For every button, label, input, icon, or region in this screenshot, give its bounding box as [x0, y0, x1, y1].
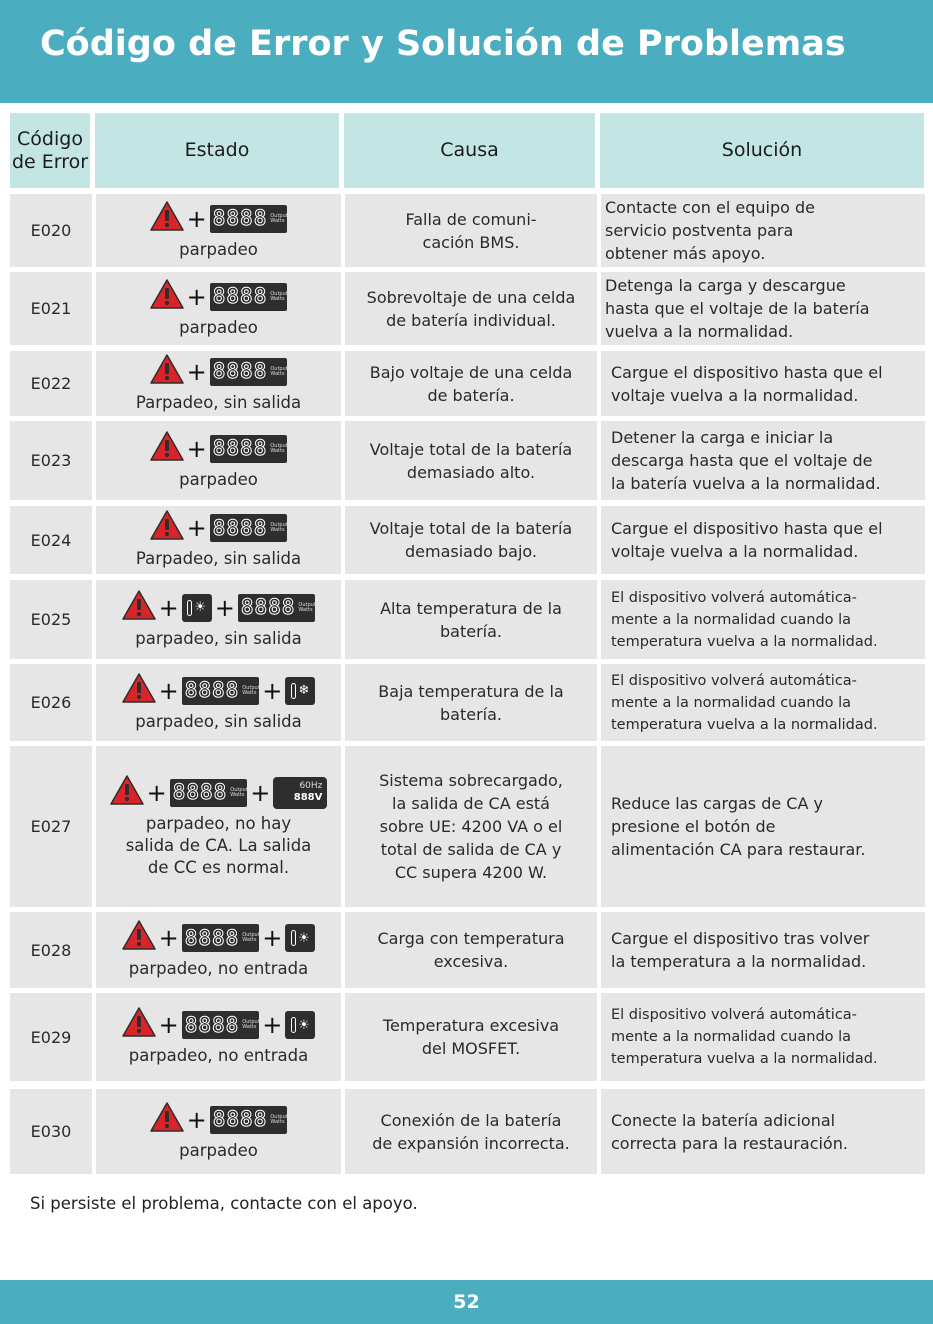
state-icons	[150, 431, 288, 467]
warning-icon	[150, 279, 184, 315]
display-digits: 8888	[212, 359, 268, 383]
ac-frequency-display-icon	[273, 777, 327, 809]
header-cause: Causa	[344, 113, 595, 188]
cause-cell: Falla de comuni- cación BMS.	[345, 194, 597, 267]
display-output-label: Output Watts	[270, 522, 288, 533]
solution-cell: Reduce las cargas de CA y presione el botón de alimentación CA para restaurar.	[601, 746, 925, 907]
high-temperature-icon: ☀	[285, 1011, 315, 1039]
display-output-label: Output Watts	[270, 212, 288, 224]
cause-cell: Sistema sobrecargado, la salida de CA está sobre UE: 4200 VA o el total de salida de CA y CC supera 4200 W.	[345, 746, 597, 907]
header-solution: Solución	[600, 113, 924, 188]
plus-icon: +	[186, 514, 207, 542]
display-output-label: Output Watts	[230, 786, 248, 798]
state-icons	[122, 920, 316, 956]
page-number: 52	[453, 1291, 480, 1313]
cause-cell: Alta temperatura de la batería.	[345, 580, 597, 659]
state-text: parpadeo	[179, 239, 258, 259]
cause-cell: Voltaje total de la batería demasiado alto.	[345, 421, 597, 500]
display-output-label: Output Watts	[270, 365, 288, 377]
display-digits: 8888	[212, 284, 268, 308]
state-text: parpadeo	[179, 469, 258, 489]
output-display-icon	[210, 1106, 288, 1134]
state-cell	[96, 506, 341, 574]
plus-icon: +	[262, 676, 283, 705]
display-digits: 8888	[212, 1107, 268, 1131]
warning-icon	[150, 1102, 184, 1138]
error-code-cell: E028	[10, 912, 92, 988]
state-cell	[96, 272, 341, 345]
state-cell	[96, 1089, 341, 1174]
display-output-label: Output Watts	[270, 290, 288, 302]
header-code: Código de Error	[10, 113, 90, 188]
plus-icon: +	[186, 357, 207, 386]
plus-icon: +	[146, 778, 167, 807]
display-digits: 8888	[184, 1012, 240, 1037]
display-digits: 8888	[212, 515, 268, 540]
state-cell	[96, 351, 341, 416]
warning-icon	[150, 431, 184, 467]
state-text: parpadeo, no entrada	[128, 959, 309, 978]
low-temperature-icon: ❄	[285, 677, 315, 705]
frequency-readout: 60Hz	[299, 781, 323, 791]
solution-cell: Detenga la carga y descargue hasta que el voltaje de la batería vuelva a la normalidad.	[601, 272, 925, 345]
warning-icon	[122, 590, 156, 626]
warning-icon	[110, 775, 144, 811]
state-text: parpadeo, sin salida	[135, 711, 302, 731]
cause-cell: Voltaje total de la batería demasiado bajo.	[345, 506, 597, 574]
warning-icon	[122, 1007, 156, 1043]
page-footer	[0, 1280, 933, 1324]
state-cell	[96, 664, 341, 741]
solution-cell: Cargue el dispositivo hasta que el voltaje vuelva a la normalidad.	[601, 506, 925, 574]
voltage-readout: 888V	[293, 792, 323, 803]
display-digits: 8888	[240, 595, 296, 619]
output-display-icon	[210, 435, 288, 463]
state-text: Parpadeo, sin salida	[135, 549, 302, 568]
state-icons	[122, 590, 316, 626]
plus-icon: +	[158, 676, 179, 705]
plus-icon: +	[186, 282, 207, 311]
display-output-label: Output Watts	[242, 1019, 260, 1030]
cause-cell: Carga con temperatura excesiva.	[345, 912, 597, 988]
state-text: parpadeo, no hay salida de CA. La salida de CC es normal.	[125, 813, 312, 877]
error-code-cell: E027	[10, 746, 92, 907]
error-code-cell: E030	[10, 1089, 92, 1174]
plus-icon: +	[186, 434, 207, 463]
plus-icon: +	[158, 593, 179, 622]
cause-cell: Temperatura excesiva del MOSFET.	[345, 993, 597, 1081]
display-digits: 8888	[212, 206, 268, 230]
high-temperature-icon: ☀	[285, 924, 315, 952]
output-display-icon	[210, 283, 288, 311]
output-display-icon	[210, 514, 288, 542]
state-text: parpadeo	[179, 317, 258, 337]
error-code-cell: E029	[10, 993, 92, 1081]
plus-icon: +	[186, 204, 207, 233]
plus-icon: +	[262, 1011, 283, 1039]
cause-cell: Bajo voltaje de una celda de batería.	[345, 351, 597, 416]
plus-icon: +	[250, 778, 271, 807]
solution-cell: El dispositivo volverá automática- mente a la normalidad cuando la temperatura vuelva a la normalidad.	[601, 664, 925, 741]
output-display-icon	[182, 677, 260, 705]
state-icons	[150, 279, 288, 315]
output-display-icon	[182, 924, 260, 952]
output-display-icon	[182, 1011, 260, 1039]
state-cell	[96, 421, 341, 500]
error-code-cell: E021	[10, 272, 92, 345]
plus-icon: +	[262, 924, 283, 952]
state-icons	[122, 673, 316, 709]
warning-icon	[150, 201, 184, 237]
page-header	[0, 0, 933, 103]
high-temperature-icon: ☀	[182, 594, 212, 622]
display-output-label: Output Watts	[242, 684, 260, 696]
display-digits: 8888	[184, 678, 240, 702]
state-cell	[96, 194, 341, 267]
output-display-icon	[238, 594, 316, 622]
solution-cell: El dispositivo volverá automática- mente a la normalidad cuando la temperatura vuelva a la normalidad.	[601, 993, 925, 1081]
state-text: parpadeo	[179, 1140, 258, 1160]
state-cell	[96, 746, 341, 907]
solution-cell: Cargue el dispositivo hasta que el voltaje vuelva a la normalidad.	[601, 351, 925, 416]
display-output-label: Output Watts	[270, 1113, 288, 1125]
plus-icon: +	[158, 924, 179, 952]
state-icons	[122, 1007, 316, 1043]
state-icons	[150, 1102, 288, 1138]
display-output-label: Output Watts	[298, 601, 316, 613]
warning-icon	[122, 920, 156, 956]
display-output-label: Output Watts	[242, 932, 260, 943]
state-cell	[96, 912, 341, 988]
error-code-cell: E020	[10, 194, 92, 267]
state-text: Parpadeo, sin salida	[135, 392, 302, 412]
error-code-cell: E024	[10, 506, 92, 574]
footer-note: Si persiste el problema, contacte con el apoyo.	[30, 1194, 418, 1213]
state-icons	[150, 354, 288, 390]
warning-icon	[150, 354, 184, 390]
solution-cell: Conecte la batería adicional correcta para la restauración.	[601, 1089, 925, 1174]
state-text: parpadeo, no entrada	[128, 1046, 309, 1065]
solution-cell: Detener la carga e iniciar la descarga hasta que el voltaje de la batería vuelva a la normalidad.	[601, 421, 925, 500]
cause-cell: Conexión de la batería de expansión incorrecta.	[345, 1089, 597, 1174]
solution-cell: Cargue el dispositivo tras volver la temperatura a la normalidad.	[601, 912, 925, 988]
state-icons	[150, 201, 288, 237]
state-text: parpadeo, sin salida	[135, 628, 302, 648]
state-icons	[110, 775, 328, 811]
error-code-cell: E026	[10, 664, 92, 741]
state-cell	[96, 580, 341, 659]
solution-cell: El dispositivo volverá automática- mente a la normalidad cuando la temperatura vuelva a la normalidad.	[601, 580, 925, 659]
plus-icon: +	[214, 593, 235, 622]
cause-cell: Sobrevoltaje de una celda de batería individual.	[345, 272, 597, 345]
output-display-icon	[210, 358, 288, 386]
warning-icon	[122, 673, 156, 709]
page-title: Código de Error y Solución de Problemas	[40, 24, 846, 64]
plus-icon: +	[158, 1011, 179, 1039]
output-display-icon	[170, 779, 248, 807]
cause-cell: Baja temperatura de la batería.	[345, 664, 597, 741]
error-code-cell: E025	[10, 580, 92, 659]
display-output-label: Output Watts	[270, 442, 288, 454]
error-code-cell: E023	[10, 421, 92, 500]
output-display-icon	[210, 205, 288, 233]
header-state: Estado	[95, 113, 339, 188]
state-cell	[96, 993, 341, 1081]
display-digits: 8888	[172, 780, 228, 804]
display-digits: 8888	[184, 925, 240, 950]
solution-cell: Contacte con el equipo de servicio postventa para obtener más apoyo.	[601, 194, 925, 267]
state-icons	[150, 510, 288, 546]
display-digits: 8888	[212, 436, 268, 460]
warning-icon	[150, 510, 184, 546]
error-code-cell: E022	[10, 351, 92, 416]
plus-icon: +	[186, 1105, 207, 1134]
